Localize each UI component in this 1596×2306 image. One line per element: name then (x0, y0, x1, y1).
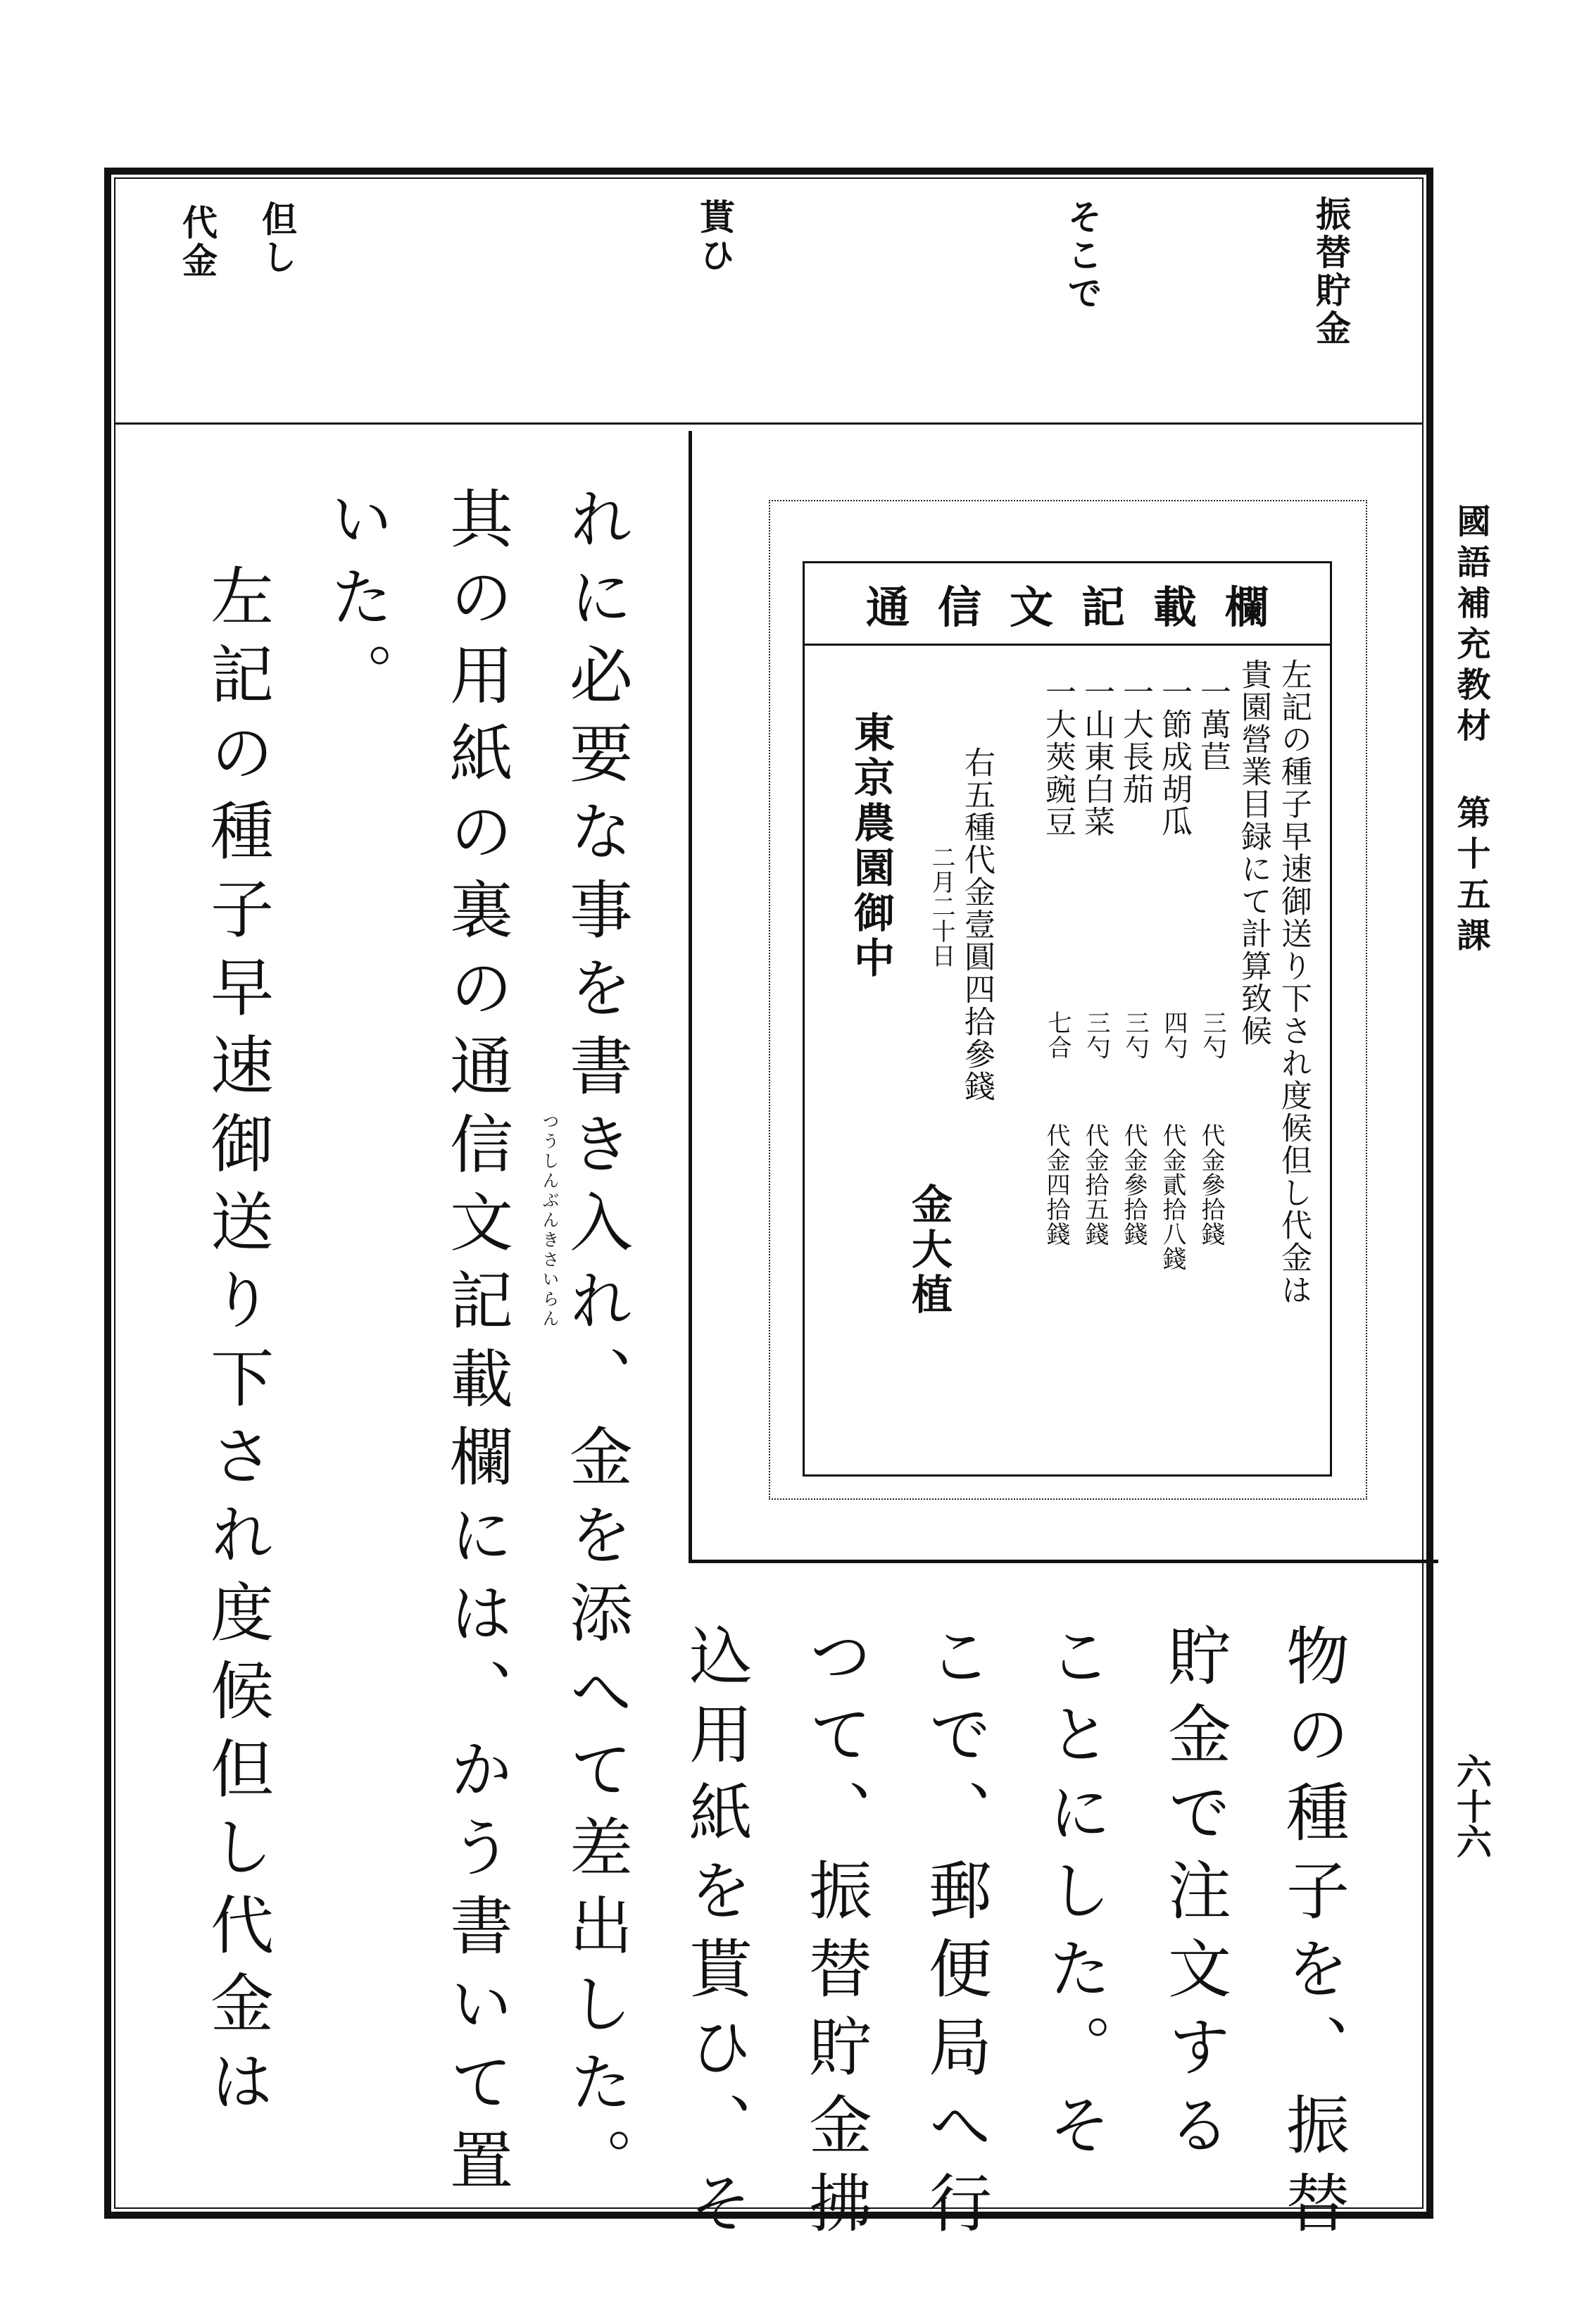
form-message-line: 左記の種子早速御送り下され度候但し代金は (1276, 658, 1312, 1306)
glossary-item: そこで (1062, 199, 1103, 313)
body-column: 左記の種子早速御送り下され度候但し代金は (199, 563, 273, 2126)
form-item-qty: 四勺 (1160, 1010, 1188, 1060)
form-item-qty: 三勺 (1121, 1010, 1149, 1060)
page-number: 六十六 (1451, 1753, 1493, 1859)
form-message-line: 貴園營業目録にて計算致候 (1236, 658, 1271, 1047)
form-item-price: 代金四拾錢 (1042, 1123, 1070, 1246)
form-date: 二月二十日 (927, 845, 955, 968)
form-item-qty: 七合 (1043, 1010, 1072, 1060)
form-item-qty: 三勺 (1082, 1010, 1110, 1060)
body-column: 其の用紙の裏の通信文記載欄には、かう書いて置 (439, 486, 513, 2205)
running-head: 國語補充教材 第十五課 (1451, 503, 1490, 958)
form-item-name: 一大長茄 (1117, 676, 1153, 806)
form-item-qty: 三勺 (1198, 1010, 1226, 1060)
form-total: 右五種代金壹圓四拾參錢 (959, 746, 995, 1103)
form-item-price: 代金拾五錢 (1081, 1123, 1109, 1246)
body-column: 物の種子を、振替 (1275, 1623, 1349, 2248)
glossary-divider (114, 422, 1424, 425)
form-item-name: 一節成胡瓜 (1156, 676, 1192, 838)
body-column: こで、郵便局へ行 (917, 1623, 991, 2248)
glossary-item: 代金 (177, 204, 218, 280)
form-item-name: 一萬苣 (1195, 676, 1231, 773)
body-column: いた。 (319, 486, 393, 720)
form-item-price: 代金貳拾八錢 (1158, 1123, 1186, 1271)
form-item-name: 一大莢豌豆 (1040, 676, 1076, 838)
glossary-item: 振替貯金 (1310, 196, 1352, 348)
form-item-price: 代金參拾錢 (1197, 1123, 1225, 1246)
glossary-item: 貰ひ (694, 199, 736, 275)
form-item-name: 一山東白菜 (1079, 676, 1114, 838)
body-column: れに必要な事を書き入れ、金を添へて差出した。 (558, 486, 632, 2205)
form-addressee: 東京農園御中 (847, 711, 895, 982)
message-field-title: 通信文記載欄 (865, 581, 1297, 633)
body-column: 貯金で注文する (1157, 1623, 1231, 2170)
body-column: ことにした。そ (1037, 1623, 1111, 2170)
message-field-header (803, 561, 1332, 646)
body-column: 込用紙を貰ひ、そ (678, 1623, 752, 2248)
glossary-item: 但し (256, 201, 298, 277)
form-item-price: 代金參拾錢 (1119, 1123, 1148, 1246)
body-column: つて、振替貯金拂 (798, 1623, 872, 2248)
furigana: つうしんぶんきさいらん (539, 1113, 559, 1329)
form-sender: 金大植 (905, 1183, 953, 1318)
